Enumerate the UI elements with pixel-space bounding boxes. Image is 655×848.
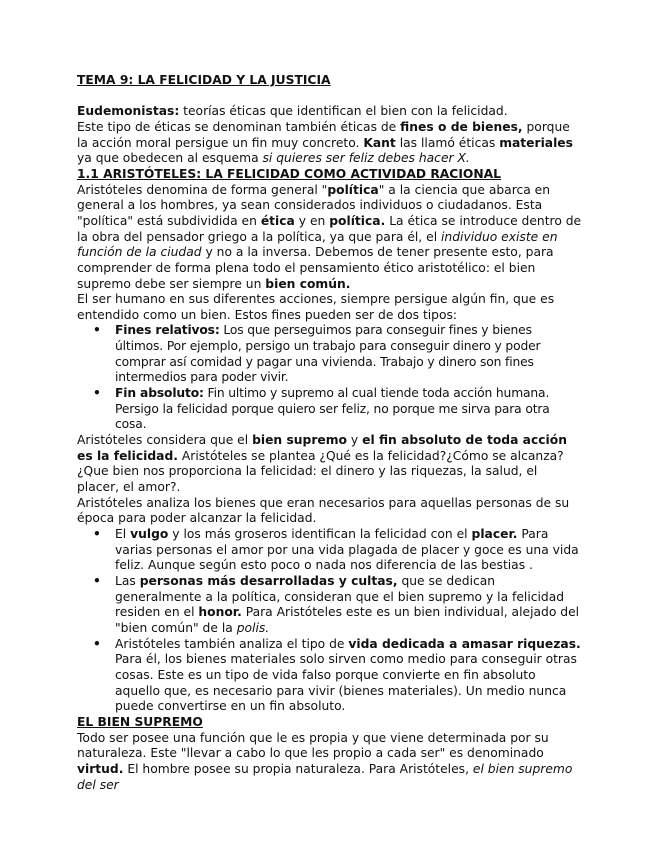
- section-heading-aristoteles: 1.1 ARISTÓTELES: LA FELICIDAD COMO ACTIVIDAD RACIONAL: [77, 166, 502, 181]
- section1-paragraph-4: Aristóteles analiza los bienes que eran necesarios para aquellas personas de su época para poder alcanzar la felicidad.: [77, 495, 570, 526]
- fines-list: [77, 323, 582, 433]
- section-heading-bien-supremo: EL BIEN SUPREMO: [77, 714, 203, 729]
- section1-paragraph-3: Aristóteles considera que el bien supremo y el fin absoluto de toda acción es la felicidad. Aristóteles se plantea ¿Qué es la felicidad?¿Cómo se alcanza? ¿Que bien nos proporciona la felicidad: el dinero y las riquezas, la salud, el placer, el amor?.: [77, 433, 567, 495]
- list-item-fines-relativos: • Fines relativos: Los que perseguimos para conseguir fines y bienes últimos. Por ejemplo, persigo un trabajo para conseguir dinero y poder comprar así comidad y pagar una vivienda. Trabajo y dinero son fines intermedios para poder vivir.: [115, 323, 582, 386]
- list-item-riquezas: • Aristóteles también analiza el tipo de vida dedicada a amasar riquezas. Para él, los bienes materiales solo sirven como medio para conseguir otras cosas. Este es un tipo de vida falso porque convierte en fin absoluto aquello que, es necesario para vivir (bienes materiales). Un medio nunca puede convertirse en un fin absoluto.: [115, 637, 582, 715]
- document-page: [77, 73, 582, 793]
- term-eudemonistas: Eudemonistas:: [77, 104, 180, 119]
- section2-paragraph-1: Todo ser posee una función que le es propia y que viene determinada por su naturaleza. Este "llevar a cabo lo que les propio a cada ser" es denominado virtud. El hombre posee su propia naturaleza. Para Aristóteles, el bien supremo del ser: [77, 730, 573, 792]
- intro-paragraph-1: Eudemonistas: teorías éticas que identifican el bien con la felicidad.: [77, 104, 508, 119]
- list-item-vulgo: • El vulgo y los más groseros identifican la felicidad con el placer. Para varias personas el amor por una vida plagada de placer y goce es una vida feliz. Aunque según esto poco o nada nos diferencia de las bestias .: [115, 527, 582, 574]
- section1-paragraph-2: El ser humano en sus diferentes acciones, siempre persigue algún fin, que es entendido como un bien. Estos fines pueden ser de dos tipos:: [77, 292, 555, 322]
- list-item-personas-cultas: • Las personas más desarrolladas y cultas, que se dedican generalmente a la política, consideran que el bien supremo y la felicidad residen en el honor. Para Aristóteles este es un bien individual, alejado del "bien común" de la polis.: [115, 574, 582, 637]
- section1-paragraph-1: Aristóteles denomina de forma general "política" a la ciencia que abarca en general a los hombres, ya sean considerados individuos o ciudadanos. Esta "política" está subdividida en ética y en política. La ética se introduce dentro de la obra del pensador griego a la política, ya que para él, el individuo existe en función de la ciudad y no a la inversa. Debemos de tener presente esto, para comprender de forma plena todo el pensamiento ético aristotélico: el bien supremo debe ser siempre un bien común.: [77, 182, 582, 291]
- intro-paragraph-2: Este tipo de éticas se denominan también éticas de fines o de bienes, porque la acción moral persigue un fin muy concreto. Kant las llamó éticas materiales ya que obedecen al esquema si quieres ser feliz debes hacer X.: [77, 119, 573, 166]
- bienes-list: [77, 527, 582, 715]
- list-item-fin-absoluto: • Fin absoluto: Fin ultimo y supremo al cual tiende toda acción humana. Persigo la felicidad porque quiero ser feliz, no porque me sirva para otra cosa.: [115, 386, 582, 433]
- page-title: TEMA 9: LA FELICIDAD Y LA JUSTICIA: [77, 73, 331, 87]
